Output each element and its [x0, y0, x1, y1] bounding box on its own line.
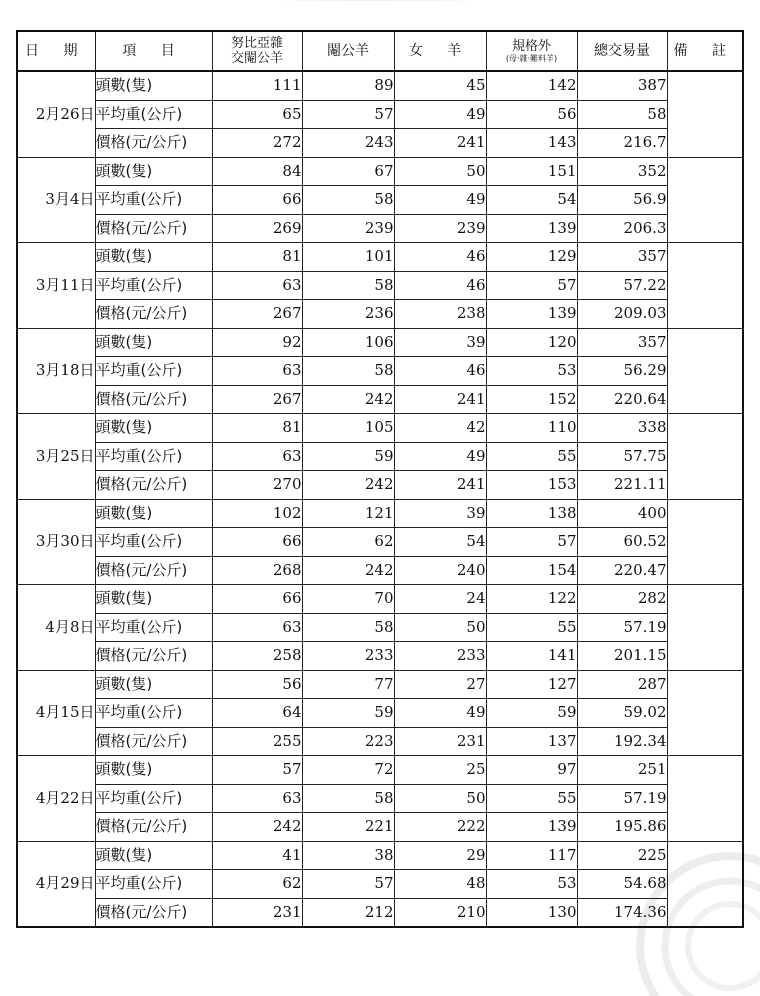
value-cell: 55	[486, 442, 577, 471]
table-row	[17, 271, 743, 300]
value-cell: 77	[302, 670, 394, 699]
table-row	[17, 870, 743, 899]
decorative-swirl-top	[0, 0, 760, 30]
value-cell: 62	[302, 528, 394, 557]
value-cell: 241	[394, 471, 486, 500]
value-cell: 46	[394, 271, 486, 300]
value-cell: 59.02	[577, 699, 667, 728]
item-label-price: 價格(元/公斤)	[95, 642, 212, 671]
header-doe: 女 羊	[394, 31, 486, 71]
value-cell: 105	[302, 414, 394, 443]
value-cell: 67	[302, 157, 394, 186]
item-label-avg-weight: 平均重(公斤)	[95, 699, 212, 728]
value-cell: 153	[486, 471, 577, 500]
value-cell: 242	[302, 556, 394, 585]
table-row	[17, 300, 743, 329]
table-row	[17, 471, 743, 500]
value-cell: 209.03	[577, 300, 667, 329]
value-cell: 282	[577, 585, 667, 614]
value-cell: 54.68	[577, 870, 667, 899]
item-label-avg-weight: 平均重(公斤)	[95, 271, 212, 300]
value-cell: 201.15	[577, 642, 667, 671]
date-cell: 4月8日	[17, 585, 95, 671]
header-off-spec	[486, 31, 577, 71]
item-label-avg-weight: 平均重(公斤)	[95, 613, 212, 642]
value-cell: 56	[486, 100, 577, 129]
value-cell: 27	[394, 670, 486, 699]
item-label-price: 價格(元/公斤)	[95, 813, 212, 842]
note-cell	[667, 585, 743, 671]
value-cell: 122	[486, 585, 577, 614]
value-cell: 81	[212, 414, 302, 443]
value-cell: 238	[394, 300, 486, 329]
value-cell: 57	[302, 100, 394, 129]
table-row	[17, 813, 743, 842]
item-label-count: 頭數(隻)	[95, 756, 212, 785]
table-row	[17, 71, 743, 100]
note-cell	[667, 670, 743, 756]
value-cell: 57	[302, 870, 394, 899]
value-cell: 138	[486, 499, 577, 528]
table-row	[17, 528, 743, 557]
value-cell: 57.22	[577, 271, 667, 300]
value-cell: 81	[212, 243, 302, 272]
value-cell: 65	[212, 100, 302, 129]
value-cell: 255	[212, 727, 302, 756]
header-nubian-cross	[212, 31, 302, 71]
value-cell: 129	[486, 243, 577, 272]
value-cell: 64	[212, 699, 302, 728]
item-label-avg-weight: 平均重(公斤)	[95, 784, 212, 813]
date-cell: 4月15日	[17, 670, 95, 756]
table-row	[17, 841, 743, 870]
table-row	[17, 727, 743, 756]
value-cell: 49	[394, 100, 486, 129]
value-cell: 49	[394, 186, 486, 215]
value-cell: 243	[302, 129, 394, 158]
value-cell: 267	[212, 300, 302, 329]
value-cell: 222	[394, 813, 486, 842]
table-row	[17, 186, 743, 215]
value-cell: 57.19	[577, 613, 667, 642]
value-cell: 92	[212, 328, 302, 357]
value-cell: 267	[212, 385, 302, 414]
value-cell: 63	[212, 613, 302, 642]
note-cell	[667, 157, 743, 243]
value-cell: 174.36	[577, 898, 667, 927]
item-label-count: 頭數(隻)	[95, 157, 212, 186]
table-row	[17, 756, 743, 785]
value-cell: 139	[486, 214, 577, 243]
value-cell: 206.3	[577, 214, 667, 243]
table-row	[17, 670, 743, 699]
value-cell: 63	[212, 357, 302, 386]
value-cell: 272	[212, 129, 302, 158]
value-cell: 53	[486, 870, 577, 899]
value-cell: 212	[302, 898, 394, 927]
value-cell: 84	[212, 157, 302, 186]
value-cell: 240	[394, 556, 486, 585]
item-label-count: 頭數(隻)	[95, 499, 212, 528]
value-cell: 210	[394, 898, 486, 927]
value-cell: 102	[212, 499, 302, 528]
item-label-count: 頭數(隻)	[95, 414, 212, 443]
value-cell: 38	[302, 841, 394, 870]
value-cell: 139	[486, 813, 577, 842]
value-cell: 39	[394, 499, 486, 528]
value-cell: 239	[302, 214, 394, 243]
value-cell: 241	[394, 129, 486, 158]
note-cell	[667, 756, 743, 842]
header-castrated-ram: 閹公羊	[302, 31, 394, 71]
value-cell: 241	[394, 385, 486, 414]
value-cell: 58	[302, 186, 394, 215]
value-cell: 242	[302, 471, 394, 500]
value-cell: 387	[577, 71, 667, 100]
value-cell: 270	[212, 471, 302, 500]
header-off-spec-main: 規格外	[511, 38, 551, 54]
note-cell	[667, 243, 743, 329]
value-cell: 127	[486, 670, 577, 699]
value-cell: 24	[394, 585, 486, 614]
value-cell: 338	[577, 414, 667, 443]
table-row	[17, 328, 743, 357]
value-cell: 54	[486, 186, 577, 215]
value-cell: 220.64	[577, 385, 667, 414]
item-label-price: 價格(元/公斤)	[95, 385, 212, 414]
value-cell: 58	[302, 784, 394, 813]
item-label-avg-weight: 平均重(公斤)	[95, 528, 212, 557]
value-cell: 231	[394, 727, 486, 756]
value-cell: 111	[212, 71, 302, 100]
value-cell: 72	[302, 756, 394, 785]
note-cell	[667, 499, 743, 585]
value-cell: 287	[577, 670, 667, 699]
value-cell: 39	[394, 328, 486, 357]
value-cell: 352	[577, 157, 667, 186]
value-cell: 216.7	[577, 129, 667, 158]
value-cell: 225	[577, 841, 667, 870]
table-row	[17, 357, 743, 386]
value-cell: 231	[212, 898, 302, 927]
date-cell: 3月30日	[17, 499, 95, 585]
value-cell: 130	[486, 898, 577, 927]
table-row	[17, 585, 743, 614]
table-row	[17, 784, 743, 813]
value-cell: 141	[486, 642, 577, 671]
table-row	[17, 642, 743, 671]
value-cell: 89	[302, 71, 394, 100]
header-nubian-line1: 努比亞雜	[230, 36, 283, 51]
header-nubian-line2: 交閹公羊	[230, 51, 283, 66]
value-cell: 70	[302, 585, 394, 614]
value-cell: 59	[486, 699, 577, 728]
header-off-spec-sub: (母‧雜‧難料羊)	[505, 53, 558, 63]
table-row	[17, 556, 743, 585]
value-cell: 117	[486, 841, 577, 870]
goat-auction-table	[16, 30, 744, 928]
value-cell: 236	[302, 300, 394, 329]
date-cell: 4月22日	[17, 756, 95, 842]
item-label-count: 頭數(隻)	[95, 585, 212, 614]
table-row	[17, 385, 743, 414]
value-cell: 152	[486, 385, 577, 414]
value-cell: 268	[212, 556, 302, 585]
item-label-avg-weight: 平均重(公斤)	[95, 186, 212, 215]
value-cell: 56.9	[577, 186, 667, 215]
value-cell: 101	[302, 243, 394, 272]
value-cell: 251	[577, 756, 667, 785]
value-cell: 233	[302, 642, 394, 671]
value-cell: 269	[212, 214, 302, 243]
value-cell: 49	[394, 699, 486, 728]
item-label-count: 頭數(隻)	[95, 841, 212, 870]
item-label-price: 價格(元/公斤)	[95, 300, 212, 329]
value-cell: 221.11	[577, 471, 667, 500]
value-cell: 142	[486, 71, 577, 100]
date-cell: 4月29日	[17, 841, 95, 927]
table-row	[17, 442, 743, 471]
value-cell: 242	[212, 813, 302, 842]
header-item: 項 目	[95, 31, 212, 71]
value-cell: 220.47	[577, 556, 667, 585]
value-cell: 48	[394, 870, 486, 899]
value-cell: 56.29	[577, 357, 667, 386]
item-label-price: 價格(元/公斤)	[95, 727, 212, 756]
value-cell: 357	[577, 328, 667, 357]
value-cell: 154	[486, 556, 577, 585]
value-cell: 66	[212, 585, 302, 614]
table-row	[17, 414, 743, 443]
value-cell: 57	[486, 271, 577, 300]
table-row	[17, 898, 743, 927]
table-header-row	[17, 31, 743, 71]
header-total-volume: 總交易量	[577, 31, 667, 71]
table-row	[17, 699, 743, 728]
item-label-count: 頭數(隻)	[95, 71, 212, 100]
table-row	[17, 129, 743, 158]
value-cell: 110	[486, 414, 577, 443]
value-cell: 56	[212, 670, 302, 699]
value-cell: 242	[302, 385, 394, 414]
item-label-count: 頭數(隻)	[95, 328, 212, 357]
item-label-price: 價格(元/公斤)	[95, 898, 212, 927]
value-cell: 42	[394, 414, 486, 443]
value-cell: 195.86	[577, 813, 667, 842]
value-cell: 58	[302, 613, 394, 642]
value-cell: 62	[212, 870, 302, 899]
value-cell: 41	[212, 841, 302, 870]
item-label-avg-weight: 平均重(公斤)	[95, 870, 212, 899]
item-label-avg-weight: 平均重(公斤)	[95, 357, 212, 386]
value-cell: 46	[394, 357, 486, 386]
table-row	[17, 613, 743, 642]
note-cell	[667, 328, 743, 414]
item-label-count: 頭數(隻)	[95, 243, 212, 272]
value-cell: 57	[486, 528, 577, 557]
value-cell: 258	[212, 642, 302, 671]
value-cell: 45	[394, 71, 486, 100]
value-cell: 106	[302, 328, 394, 357]
value-cell: 63	[212, 784, 302, 813]
value-cell: 59	[302, 442, 394, 471]
header-date: 日 期	[17, 31, 95, 71]
value-cell: 53	[486, 357, 577, 386]
value-cell: 60.52	[577, 528, 667, 557]
value-cell: 25	[394, 756, 486, 785]
item-label-price: 價格(元/公斤)	[95, 556, 212, 585]
date-cell: 3月11日	[17, 243, 95, 329]
value-cell: 50	[394, 157, 486, 186]
value-cell: 58	[302, 357, 394, 386]
note-cell	[667, 71, 743, 157]
value-cell: 151	[486, 157, 577, 186]
value-cell: 120	[486, 328, 577, 357]
value-cell: 46	[394, 243, 486, 272]
value-cell: 192.34	[577, 727, 667, 756]
value-cell: 49	[394, 442, 486, 471]
item-label-avg-weight: 平均重(公斤)	[95, 100, 212, 129]
value-cell: 137	[486, 727, 577, 756]
value-cell: 66	[212, 186, 302, 215]
value-cell: 143	[486, 129, 577, 158]
item-label-price: 價格(元/公斤)	[95, 471, 212, 500]
value-cell: 54	[394, 528, 486, 557]
value-cell: 59	[302, 699, 394, 728]
value-cell: 50	[394, 613, 486, 642]
value-cell: 29	[394, 841, 486, 870]
value-cell: 233	[394, 642, 486, 671]
value-cell: 57.19	[577, 784, 667, 813]
date-cell: 3月18日	[17, 328, 95, 414]
table-row	[17, 157, 743, 186]
item-label-avg-weight: 平均重(公斤)	[95, 442, 212, 471]
table-row	[17, 100, 743, 129]
value-cell: 221	[302, 813, 394, 842]
table-row	[17, 214, 743, 243]
value-cell: 50	[394, 784, 486, 813]
date-cell: 3月25日	[17, 414, 95, 500]
value-cell: 97	[486, 756, 577, 785]
value-cell: 357	[577, 243, 667, 272]
value-cell: 57	[212, 756, 302, 785]
value-cell: 400	[577, 499, 667, 528]
value-cell: 55	[486, 613, 577, 642]
note-cell	[667, 841, 743, 927]
value-cell: 239	[394, 214, 486, 243]
value-cell: 63	[212, 442, 302, 471]
item-label-price: 價格(元/公斤)	[95, 214, 212, 243]
value-cell: 55	[486, 784, 577, 813]
value-cell: 58	[302, 271, 394, 300]
header-note: 備 註	[667, 31, 743, 71]
value-cell: 63	[212, 271, 302, 300]
table-row	[17, 499, 743, 528]
date-cell: 3月4日	[17, 157, 95, 243]
table-row	[17, 243, 743, 272]
date-cell: 2月26日	[17, 71, 95, 157]
item-label-count: 頭數(隻)	[95, 670, 212, 699]
item-label-price: 價格(元/公斤)	[95, 129, 212, 158]
value-cell: 223	[302, 727, 394, 756]
value-cell: 121	[302, 499, 394, 528]
value-cell: 57.75	[577, 442, 667, 471]
note-cell	[667, 414, 743, 500]
value-cell: 58	[577, 100, 667, 129]
value-cell: 139	[486, 300, 577, 329]
value-cell: 66	[212, 528, 302, 557]
